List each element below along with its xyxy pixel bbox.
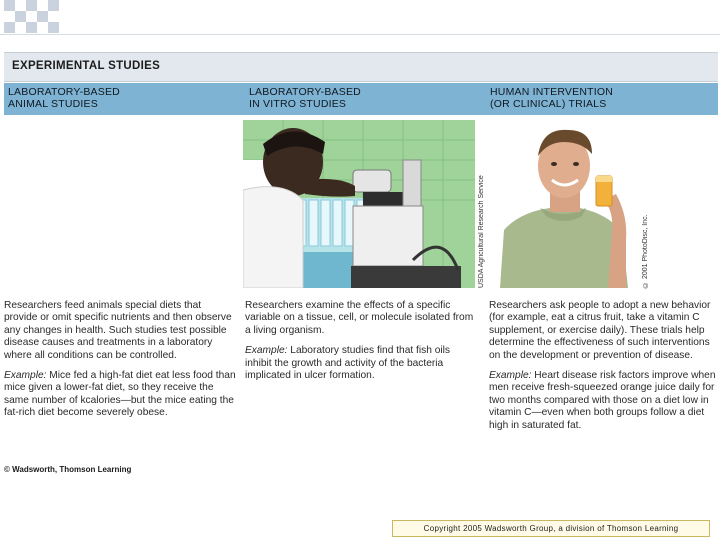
animal-studies-text: [4, 300, 236, 428]
example-label: Example:: [245, 345, 288, 357]
human-description: Researchers ask people to adopt a new behavior (for example, eat a citrus fruit, take a vitamin C supplement, or exercise daily). These trials help determine the effectiveness of such interventions on the development or prevention of disease.: [489, 300, 711, 361]
column-heading-line: LABORATORY-BASED: [249, 86, 361, 98]
vitro-example: [245, 345, 477, 382]
publisher-credit: © Wadsworth, Thomson Learning: [4, 465, 132, 474]
example-text: Heart disease risk factors improve when men receive fresh-squeezed orange juice daily for two months compared with those on a diet low in vitamin C—even when both groups follow a diet high in saturated fat.: [489, 370, 716, 431]
header-bar: [4, 52, 718, 82]
column-heading-line: (OR CLINICAL) TRIALS: [490, 98, 607, 110]
column-heading-line: ANIMAL STUDIES: [8, 98, 98, 110]
column-heading-line: IN VITRO STUDIES: [249, 98, 347, 110]
lab-researcher-photo: [243, 120, 475, 288]
column-heading-human: [490, 86, 613, 110]
column-heading-bar: [4, 83, 718, 115]
vitro-description: Researchers examine the effects of a specific variable on a tissue, cell, or molecule isolated from a living organism.: [245, 300, 474, 336]
column-heading-in-vitro: [249, 86, 361, 110]
human-example: [489, 370, 717, 432]
copyright-notice: Copyright 2005 Wadsworth Group, a division of Thomson Learning: [392, 520, 710, 537]
page-title: EXPERIMENTAL STUDIES: [12, 60, 161, 72]
example-label: Example:: [489, 370, 532, 382]
example-text: Mice fed a high-fat diet eat less food than mice given a lower-fat diet, so they receive the same number of kcalories—but the mice eating the fat-rich diet become severely obese.: [4, 370, 236, 419]
column-heading-line: LABORATORY-BASED: [8, 86, 120, 98]
example-text: Laboratory studies find that fish oils inhibit the growth and activity of the bacteria implicated in ulcer formation.: [245, 345, 450, 382]
animal-description: Researchers feed animals special diets that provide or omit specific nutrients and then observe any changes in health. Such studies test possible disease causes and treatments in a laboratory where all conditions can be controlled.: [4, 300, 232, 361]
man-drinking-juice-photo: [490, 120, 638, 288]
column-heading-animal: [8, 86, 120, 110]
animal-example: [4, 370, 236, 420]
human-photo-credit: © 2001 PhotoDisc, Inc.: [642, 214, 649, 288]
decorative-checker-strip: [0, 0, 720, 44]
lab-photo-credit: USDA Agricultural Research Service: [478, 175, 485, 288]
in-vitro-studies-text: [245, 300, 477, 390]
example-label: Example:: [4, 370, 47, 382]
human-trials-text: [489, 300, 717, 440]
column-heading-line: HUMAN INTERVENTION: [490, 86, 613, 98]
